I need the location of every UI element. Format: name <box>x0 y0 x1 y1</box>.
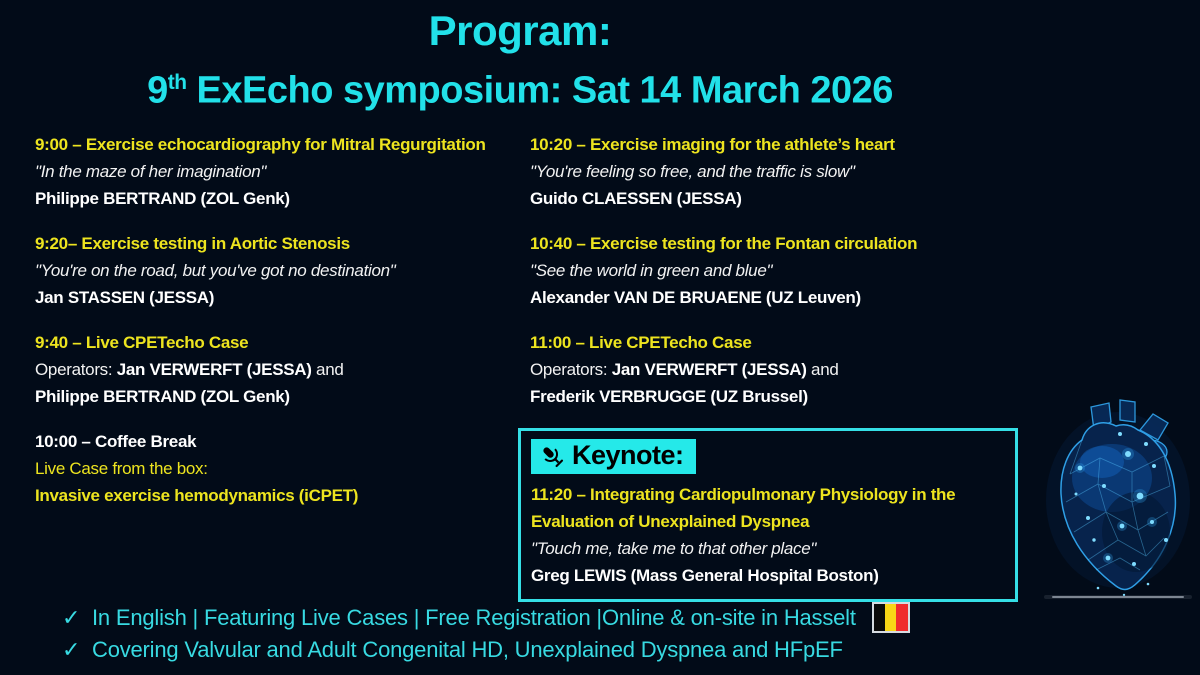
session-speaker: Guido CLAESSEN (JESSA) <box>530 189 742 208</box>
belgium-flag-icon <box>872 602 910 633</box>
footer-text-1: In English | Featuring Live Cases | Free Registration |Online & on-site in Hasselt <box>92 605 856 630</box>
operator-name: Philippe BERTRAND (ZOL Genk) <box>35 387 290 406</box>
session-heading: 9:20– Exercise testing in Aortic Stenosis <box>35 234 350 253</box>
session-0920 <box>35 230 507 311</box>
session-heading: 10:20 – Exercise imaging for the athlete’s heart <box>530 135 895 154</box>
session-speaker: Philippe BERTRAND (ZOL Genk) <box>35 189 290 208</box>
slide-title-block <box>0 6 1040 114</box>
checkmark-icon: ✓ <box>62 605 81 630</box>
edition-ordinal-suffix: th <box>167 71 187 94</box>
edition-number: 9 <box>147 69 168 112</box>
operators-and: and <box>806 360 839 379</box>
session-quote: "In the maze of her imagination" <box>35 162 267 181</box>
session-quote: "You're on the road, but you've got no destination" <box>35 261 396 280</box>
session-heading: 9:00 – Exercise echocardiography for Mitral Regurgitation <box>35 135 486 154</box>
session-1040 <box>530 230 1035 311</box>
operator-name: Jan VERWERFT (JESSA) <box>611 360 807 379</box>
program-column-right <box>530 131 1035 602</box>
session-heading: 10:40 – Exercise testing for the Fontan circulation <box>530 234 918 253</box>
keynote-heading: 11:20 – Integrating Cardiopulmonary Physiology in the Evaluation of Unexplained Dyspnea <box>531 485 956 531</box>
keynote-speaker: Greg LEWIS (Mass General Hospital Boston) <box>531 566 879 585</box>
operator-name: Jan VERWERFT (JESSA) <box>116 360 312 379</box>
keynote-label-text: Keynote: <box>572 440 684 470</box>
operators-label: Operators: <box>530 360 612 379</box>
session-heading: 11:00 – Live CPETecho Case <box>530 333 752 352</box>
session-1000-coffee-break <box>35 428 507 509</box>
keynote-box <box>518 428 1018 602</box>
keynote-label <box>531 439 696 474</box>
footer-text-2: Covering Valvular and Adult Congenital HD, Unexplained Dyspnea and HFpEF <box>92 637 843 662</box>
session-operators <box>530 356 1035 383</box>
session-1020 <box>530 131 1035 212</box>
page-title: Program: <box>428 7 612 54</box>
operators-and: and <box>311 360 344 379</box>
footer-notes <box>62 602 1152 666</box>
page-subtitle <box>0 60 1040 114</box>
checkmark-icon: ✓ <box>62 637 81 662</box>
keynote-quote: "Touch me, take me to that other place" <box>531 539 817 558</box>
operator-name: Frederik VERBRUGGE (UZ Brussel) <box>530 387 808 406</box>
session-quote: "You're feeling so free, and the traffic is slow" <box>530 162 855 181</box>
session-subline-bold: Invasive exercise hemodynamics (iCPET) <box>35 486 359 505</box>
session-heading: 10:00 – Coffee Break <box>35 432 197 451</box>
session-quote: "See the world in green and blue" <box>530 261 773 280</box>
session-0900 <box>35 131 507 212</box>
session-heading: 9:40 – Live CPETecho Case <box>35 333 249 352</box>
session-speaker: Jan STASSEN (JESSA) <box>35 288 215 307</box>
session-subline: Live Case from the box: <box>35 459 208 478</box>
session-1100 <box>530 329 1035 410</box>
heart-wireframe-image <box>1036 390 1200 605</box>
footer-line-1 <box>62 602 1152 634</box>
session-speaker: Alexander VAN DE BRUAENE (UZ Leuven) <box>530 288 861 307</box>
footer-line-2 <box>62 634 1152 666</box>
program-column-left <box>35 131 507 527</box>
subtitle-text: ExEcho symposium: Sat 14 March 2026 <box>186 69 893 112</box>
operators-label: Operators: <box>35 360 117 379</box>
session-operators <box>35 356 507 383</box>
microphone-icon <box>539 443 565 469</box>
session-0940 <box>35 329 507 410</box>
